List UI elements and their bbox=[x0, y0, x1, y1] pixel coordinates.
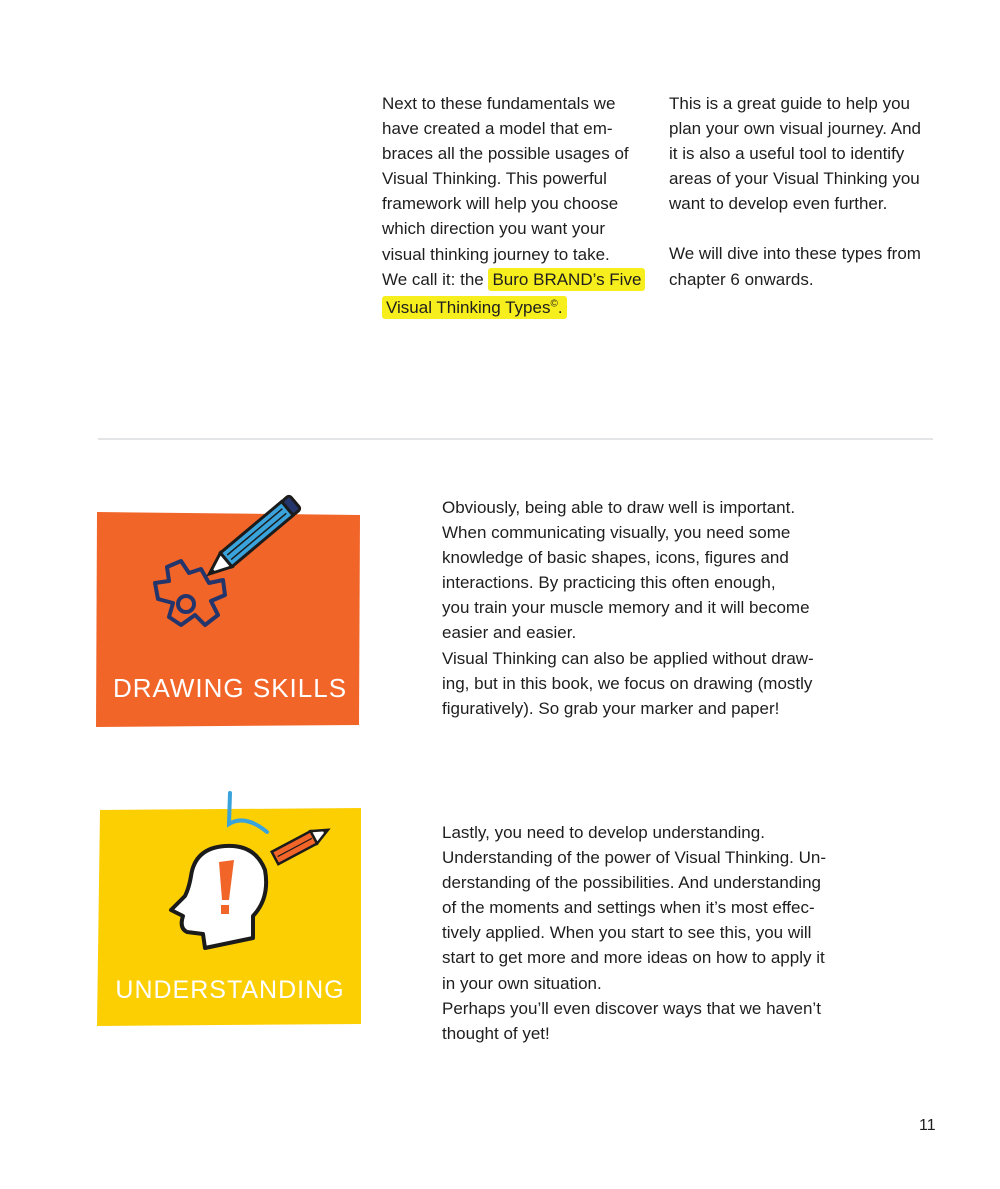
body-line: you train your muscle memory and it will become bbox=[442, 598, 810, 618]
body-line: Visual Thinking can also be applied without draw- bbox=[442, 648, 814, 668]
body-line: ing, but in this book, we focus on drawing (mostly bbox=[442, 673, 813, 693]
body-line: Obviously, being able to draw well is important. bbox=[442, 498, 796, 517]
understanding-text bbox=[442, 820, 826, 1046]
intro-line: plan your own visual journey. And bbox=[669, 119, 922, 139]
understanding-card bbox=[95, 788, 365, 1030]
intro-line: braces all the possible usages of bbox=[382, 144, 629, 164]
body-line: Understanding of the power of Visual Thinking. Un- bbox=[442, 848, 826, 868]
intro-line: chapter 6 onwards. bbox=[669, 269, 814, 289]
intro-left-column bbox=[382, 91, 645, 321]
drawing-skills-illustration bbox=[95, 485, 365, 730]
body-line: Lastly, you need to develop understanding. bbox=[442, 823, 765, 842]
intro-line: have created a model that em- bbox=[382, 119, 613, 139]
copyright-mark: © bbox=[550, 298, 558, 310]
understanding-illustration bbox=[95, 788, 365, 1030]
page-number: 11 bbox=[919, 1117, 936, 1134]
intro-line: framework will help you choose bbox=[382, 194, 619, 214]
drawing-skills-text bbox=[442, 495, 814, 721]
body-line: in your own situation. bbox=[442, 973, 602, 993]
body-line: Perhaps you’ll even discover ways that we haven’t bbox=[442, 998, 821, 1018]
intro-line: This is a great guide to help you bbox=[669, 94, 910, 113]
intro-line: which direction you want your bbox=[382, 219, 606, 239]
intro-line: We will dive into these types from bbox=[669, 244, 921, 264]
intro-line: want to develop even further. bbox=[669, 194, 888, 214]
intro-line: areas of your Visual Thinking you bbox=[669, 169, 920, 189]
highlight-text: Visual Thinking Types bbox=[386, 298, 551, 318]
body-line: interactions. By practicing this often enough, bbox=[442, 573, 776, 593]
body-line: knowledge of basic shapes, icons, figures and bbox=[442, 548, 789, 568]
intro-line: it is also a useful tool to identify bbox=[669, 144, 905, 164]
intro-line: visual thinking journey to take. bbox=[382, 244, 610, 264]
drawing-skills-label: DRAWING SKILLS bbox=[112, 673, 348, 703]
highlighted-term bbox=[382, 296, 567, 319]
highlight-end: . bbox=[557, 298, 563, 318]
body-line: thought of yet! bbox=[442, 1023, 550, 1043]
intro-right-column bbox=[669, 91, 921, 292]
body-line: of the moments and settings when it’s most effec- bbox=[442, 898, 815, 918]
intro-line bbox=[382, 267, 645, 292]
understanding-label: UNDERSTANDING bbox=[115, 976, 345, 1004]
intro-line: Next to these fundamentals we bbox=[382, 94, 616, 113]
body-line: derstanding of the possibilities. And understanding bbox=[442, 873, 821, 893]
highlighted-term: Buro BRAND’s Five bbox=[488, 268, 645, 291]
intro-call-prefix: We call it: the bbox=[382, 269, 484, 289]
body-line: When communicating visually, you need some bbox=[442, 523, 791, 543]
intro-line: Visual Thinking. This powerful bbox=[382, 169, 607, 189]
body-line: figuratively). So grab your marker and paper! bbox=[442, 698, 780, 718]
body-line: start to get more and more ideas on how to apply it bbox=[442, 948, 825, 968]
body-line: easier and easier. bbox=[442, 623, 577, 643]
section-divider bbox=[98, 438, 933, 440]
body-line: tively applied. When you start to see this, you will bbox=[442, 923, 812, 943]
paragraph-gap bbox=[669, 216, 921, 241]
drawing-skills-card bbox=[95, 485, 365, 730]
intro-line bbox=[382, 292, 645, 321]
